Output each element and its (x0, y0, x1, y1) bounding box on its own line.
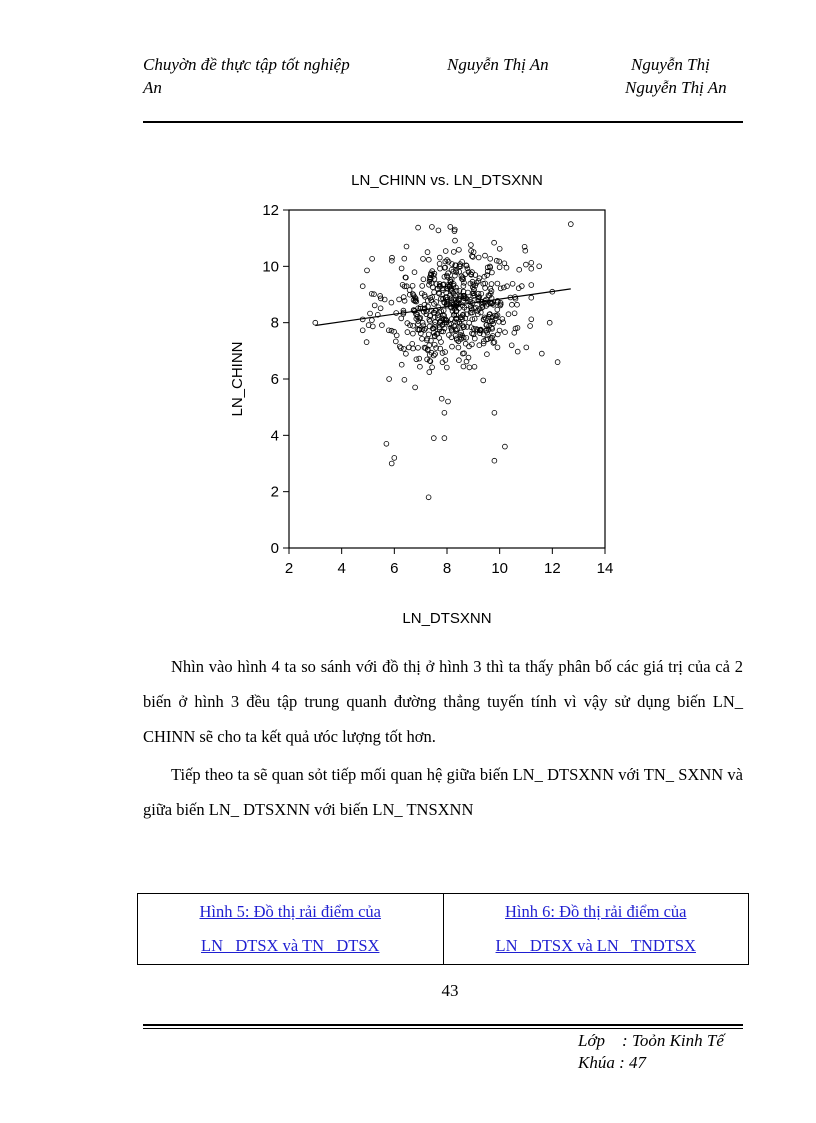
data-point (393, 339, 398, 344)
data-point (517, 267, 522, 272)
data-point (497, 265, 502, 270)
y-tick-label: 2 (270, 483, 279, 501)
data-point (439, 396, 444, 401)
data-point (547, 320, 552, 325)
data-point (463, 341, 468, 346)
data-point (457, 247, 462, 252)
data-point (492, 240, 497, 245)
data-point (488, 256, 493, 261)
header-center: Nguyễn Thị An (447, 55, 549, 74)
data-point (389, 258, 394, 263)
data-point (495, 307, 500, 312)
data-point (437, 261, 442, 266)
data-point (425, 250, 430, 255)
data-point (416, 322, 421, 327)
data-point (389, 461, 394, 466)
data-point (457, 358, 462, 363)
data-point (436, 228, 441, 233)
header-right-line1: Nguyễn Thị (631, 55, 710, 74)
header-rule (143, 121, 743, 123)
data-point (360, 328, 365, 333)
data-point (394, 333, 399, 338)
data-point (380, 323, 385, 328)
data-point (495, 281, 500, 286)
body-paragraph-1: Nhìn vào hình 4 ta so sánh với đồ thị ở hình 3 thì ta thấy phân bố các giá trị của cả 2 biến ở hình 3 đều tập trung quanh đường thẳng tuyến tính vì vậy sử dụng biến LN_ CHINN sẽ cho ta kết quả ưóc lượng tốt hơn. (143, 657, 743, 746)
data-point (453, 238, 458, 243)
data-point (366, 323, 371, 328)
data-point (430, 365, 435, 370)
data-point (515, 349, 520, 354)
chart-title: LN_CHINN vs. LN_DTSXNN (351, 172, 543, 189)
data-point (412, 270, 417, 275)
data-point (405, 330, 410, 335)
data-point (457, 269, 462, 274)
data-point (426, 332, 431, 337)
x-tick-label: 10 (491, 560, 509, 577)
x-tick-label: 2 (284, 560, 294, 577)
x-tick-label: 8 (442, 560, 452, 577)
data-point (448, 225, 453, 230)
data-point (467, 320, 472, 325)
data-point (492, 410, 497, 415)
data-point (495, 345, 500, 350)
data-point (438, 266, 443, 271)
data-point (384, 441, 389, 446)
data-point (370, 318, 375, 323)
data-point (402, 256, 407, 261)
data-point (431, 436, 436, 441)
data-point (407, 288, 412, 293)
figure-cell-5 (138, 894, 444, 965)
data-point (421, 277, 426, 282)
data-point (485, 352, 490, 357)
data-point (510, 302, 515, 307)
data-point (461, 364, 466, 369)
x-tick-label: 12 (543, 560, 561, 577)
data-point (392, 456, 397, 461)
data-point (467, 365, 472, 370)
data-point (404, 351, 409, 356)
data-point (483, 286, 488, 291)
data-point (411, 331, 416, 336)
data-point (370, 256, 375, 261)
scatter-chart (220, 160, 640, 635)
data-point (420, 284, 425, 289)
header-left-line2: An (143, 78, 162, 97)
data-point (410, 283, 415, 288)
data-point (313, 320, 318, 325)
data-point (442, 410, 447, 415)
data-point (402, 377, 407, 382)
data-point (462, 280, 467, 285)
data-point (437, 255, 442, 260)
page-number: 43 (441, 981, 459, 1000)
x-axis-label: LN_DTSXNN (402, 610, 492, 627)
y-tick-label: 6 (270, 371, 279, 388)
plot-frame (289, 210, 605, 548)
figure-5-link-line1[interactable]: Hình 5: Đồ thị rải điểm của (199, 902, 381, 921)
data-point (430, 225, 435, 230)
y-tick-label: 12 (262, 202, 279, 219)
data-point (497, 246, 502, 251)
data-point (469, 243, 474, 248)
scatter-points (313, 222, 573, 500)
data-point (450, 344, 455, 349)
data-point (360, 284, 365, 289)
data-point (483, 253, 488, 258)
data-point (387, 377, 392, 382)
footer-rule-thick (143, 1024, 743, 1026)
data-point (456, 345, 461, 350)
data-point (446, 399, 451, 404)
data-point (430, 285, 435, 290)
data-point (428, 319, 433, 324)
data-point (389, 300, 394, 305)
data-point (365, 268, 370, 273)
data-point (503, 330, 508, 335)
y-tick-label: 10 (262, 258, 279, 276)
data-point (399, 362, 404, 367)
data-point (418, 364, 423, 369)
data-point (477, 343, 482, 348)
data-point (529, 295, 534, 300)
footer-line1: Lớp : Toỏn Kinh Tế (578, 1031, 724, 1050)
figure-6-link-line2[interactable]: LN_ DTSX và LN_ TNDTSX (495, 936, 696, 955)
data-point (410, 341, 415, 346)
data-point (442, 436, 447, 441)
data-point (492, 458, 497, 463)
data-point (416, 345, 421, 350)
data-point (555, 360, 560, 365)
figure-cell-6 (443, 894, 749, 965)
data-point (427, 343, 432, 348)
data-point (433, 320, 438, 325)
y-tick-label: 0 (270, 540, 279, 557)
data-point (529, 283, 534, 288)
data-point (515, 302, 520, 307)
data-point (529, 317, 534, 322)
data-point (421, 257, 426, 262)
data-point (399, 266, 404, 271)
x-tick-label: 4 (337, 560, 346, 577)
data-point (364, 340, 369, 345)
data-point (466, 355, 471, 360)
data-point (498, 286, 503, 291)
footer-rule-thin (143, 1028, 743, 1029)
data-point (476, 255, 481, 260)
data-point (397, 297, 402, 302)
data-point (472, 364, 477, 369)
data-point (503, 444, 508, 449)
data-point (489, 282, 494, 287)
x-tick-label: 14 (596, 560, 614, 577)
data-point (502, 261, 507, 266)
data-point (529, 260, 534, 265)
data-point (481, 378, 486, 383)
data-point (451, 250, 456, 255)
y-tick-label: 4 (270, 427, 279, 445)
data-point (529, 266, 534, 271)
data-point (368, 311, 373, 316)
data-point (506, 312, 511, 317)
footer-line2: Khúa : 47 (578, 1053, 646, 1072)
body-paragraph-2: Tiếp theo ta sẽ quan sỏt tiếp mối quan hệ giữa biến LN_ DTSXNN với TN_ SXNN và giữa biến LN_ DTSXNN với biến LN_ TNSXNN (143, 765, 743, 819)
data-point (420, 336, 425, 341)
data-point (528, 324, 533, 329)
data-point (524, 345, 529, 350)
data-point (426, 495, 431, 500)
data-point (425, 298, 430, 303)
figure-6-link-line1[interactable]: Hình 6: Đồ thị rải điểm của (505, 902, 687, 921)
data-point (414, 357, 419, 362)
data-point (426, 257, 431, 262)
data-point (477, 276, 482, 281)
data-point (500, 317, 505, 322)
data-point (427, 370, 432, 375)
data-point (524, 262, 529, 267)
y-axis-label: LN_CHINN (229, 341, 246, 417)
figure-links-table (137, 893, 749, 965)
header-right-line2: Nguyễn Thị An (625, 78, 727, 97)
data-point (398, 346, 403, 351)
data-point (539, 351, 544, 356)
y-tick-label: 8 (270, 314, 279, 332)
data-point (510, 281, 515, 286)
figure-5-link-line2[interactable]: LN_ DTSX và TN_ DTSX (201, 936, 380, 955)
data-point (509, 343, 514, 348)
data-point (404, 244, 409, 249)
data-point (512, 311, 517, 316)
x-tick-label: 6 (390, 560, 399, 577)
data-point (399, 316, 404, 321)
data-point (444, 365, 449, 370)
data-point (443, 249, 448, 254)
header-left-line1: Chuyờn đề thực tập tốt nghiệp (143, 55, 350, 74)
data-point (416, 225, 421, 230)
data-point (372, 303, 377, 308)
data-point (537, 264, 542, 269)
data-point (432, 290, 437, 295)
data-point (378, 306, 383, 311)
data-point (413, 385, 418, 390)
data-point (568, 222, 573, 227)
